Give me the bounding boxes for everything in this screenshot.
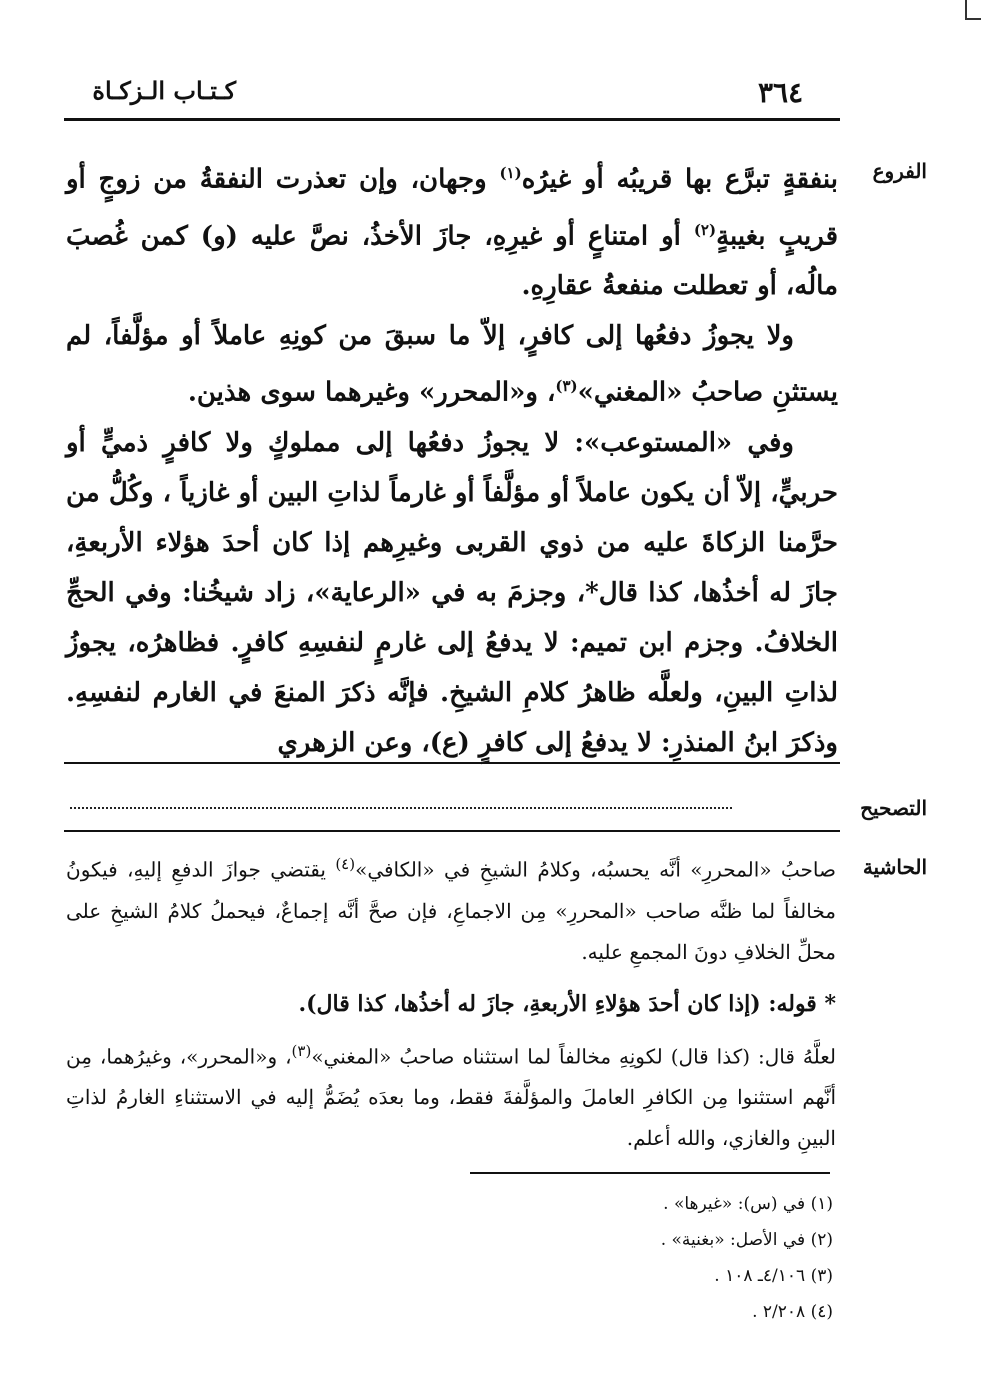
asterisk-marker: * [824, 990, 836, 1017]
main-text-rule [64, 762, 840, 764]
footnote-1: (١) في (س): «غيرها» . [663, 1194, 833, 1214]
hashiya-p1-a: صاحبُ «المحررِ» أنَّه يحسبُه، وكلامُ الشيخِ في «الكافي» [355, 857, 836, 882]
page-number: ٣٦٤ [758, 76, 804, 109]
main-text [66, 148, 838, 768]
main-paragraph-1 [66, 148, 838, 311]
main-paragraph-3: وفي «المستوعب»: لا يجوزُ دفعُها إلى مملوكٍ ولا كافرٍ ذميٍّ أو حربيٍّ، إلاّ أن يكون عاملاً أو مؤلَّفاً أو غارماً لذاتِ البين أو غازياً ، وكُلُّ من حرَّمنا الزكاةَ عليه من ذوي القربى وغيرِهم إذا كان أحدَ هؤلاء الأربعةِ، جازَ له أخذُها، كذا قال*، وجزمَ به في «الرعاية»، زاد شيخُنا: وفي الحجِّ الخلافُ. وجزم ابن تميم: لا يدفعُ إلى غارمٍ لنفسِهِ كافرٍ. فظاهرُه، يجوزُ لذاتِ البينِ، ولعلَّه ظاهرُ كلامِ الشيخِ. فإنَّه ذكرَ المنعَ في الغارم لنفسِهِ. وذكرَ ابنُ المنذرِ: لا يدفعُ إلى كافرٍ (ع)، وعن الزهري [66, 427, 839, 758]
page-corner [965, 0, 981, 20]
footnote-ref-4: (٤) [335, 855, 356, 873]
hashiya-p2-b: ، و«المحرر»، وغيرُهما، مِن أنَّهم استثنوا مِن الكافرِ العاملَ والمؤلَّفةَ فقط، وما بعدَه يُضَمُّ إليه في الاستثناءِ الغارمُ لذاتِ البينِ والغازي، والله أعلم. [66, 1044, 836, 1151]
margin-label-hashiya: الحاشية [862, 855, 927, 879]
header-rule [64, 118, 840, 121]
footnote-4: (٤) ٢/٢٠٨ . [752, 1302, 833, 1322]
footnote-ref-1: (١) [499, 164, 522, 182]
main-p1-b: وجهان، وإن تعذرت النفقةُ من زوجٍ أو قريبٍ بغيبةٍ [66, 164, 838, 252]
main-p2-b: ، و«المحرر» وغيرهما سوى هذين. [187, 377, 556, 408]
main-p2-a: ولا يجوزُ دفعُها إلى كافرٍ، إلاّ ما سبقَ من كونِهِ عاملاً أو مؤلَّفاً، لم يستثنِ صاحبُ «المغني» [66, 321, 838, 408]
margin-label-furu: الفروع [872, 159, 927, 183]
footnote-ref-3b: (٣) [291, 1041, 312, 1060]
main-p1-c: أو امتناعٍ أو غيرِهِ، جازَ الأخذُ، نصَّ عليه (و) كمن غُصبَ مالُه، أو تعطلت منفعةُ عقارِهِ. [66, 221, 838, 302]
hashiya-paragraph-2 [66, 1031, 836, 1160]
tashih-rule [64, 830, 840, 832]
hashiya-p2-a: لعلَّهُ قال: (كذا قال) لكونِهِ مخالفاً لما استثناه صاحبُ «المغني» [311, 1044, 836, 1069]
main-p1-a: بنفقةٍ تبرَّع بها قريبُه أو غيرُه [521, 164, 839, 195]
footnote-rule [470, 1172, 830, 1174]
hashiya-qawl [66, 973, 836, 1031]
main-paragraph-2 [66, 311, 838, 418]
margin-label-tashih: التصحيح [860, 796, 927, 820]
tashih-dotted-line [70, 806, 732, 809]
footnote-ref-2: (٢) [693, 220, 717, 239]
footnote-2: (٢) في الأصل: «بغنية» . [660, 1230, 833, 1250]
hashiya-p1-b: يقتضي جوازَ الدفعِ إليهِ، فيكونُ مخالفاً لما ظنَّه صاحب «المحررِ» مِن الاجماعِ، فإن صحَّ أنَّه إجماعٌ، فيحملُ كلامُ الشيخِ على محلِّ الخلافِ دونَ المجمعِ عليه. [66, 857, 836, 964]
running-header-title: كـتـاب الـزكـاة [92, 76, 236, 105]
footnotes [661, 1186, 833, 1330]
footnote-ref-3: (٣) [555, 377, 578, 396]
hashiya-text [66, 844, 836, 1159]
hashiya-qawl-text: قوله: (إذا كان أحدَ هؤلاءِ الأربعةِ، جازَ له أخذُها، كذا قال). [298, 990, 825, 1017]
hashiya-paragraph-1 [66, 844, 836, 973]
footnote-3: (٣) ٤/١٠٦ـ ١٠٨ . [714, 1266, 833, 1286]
